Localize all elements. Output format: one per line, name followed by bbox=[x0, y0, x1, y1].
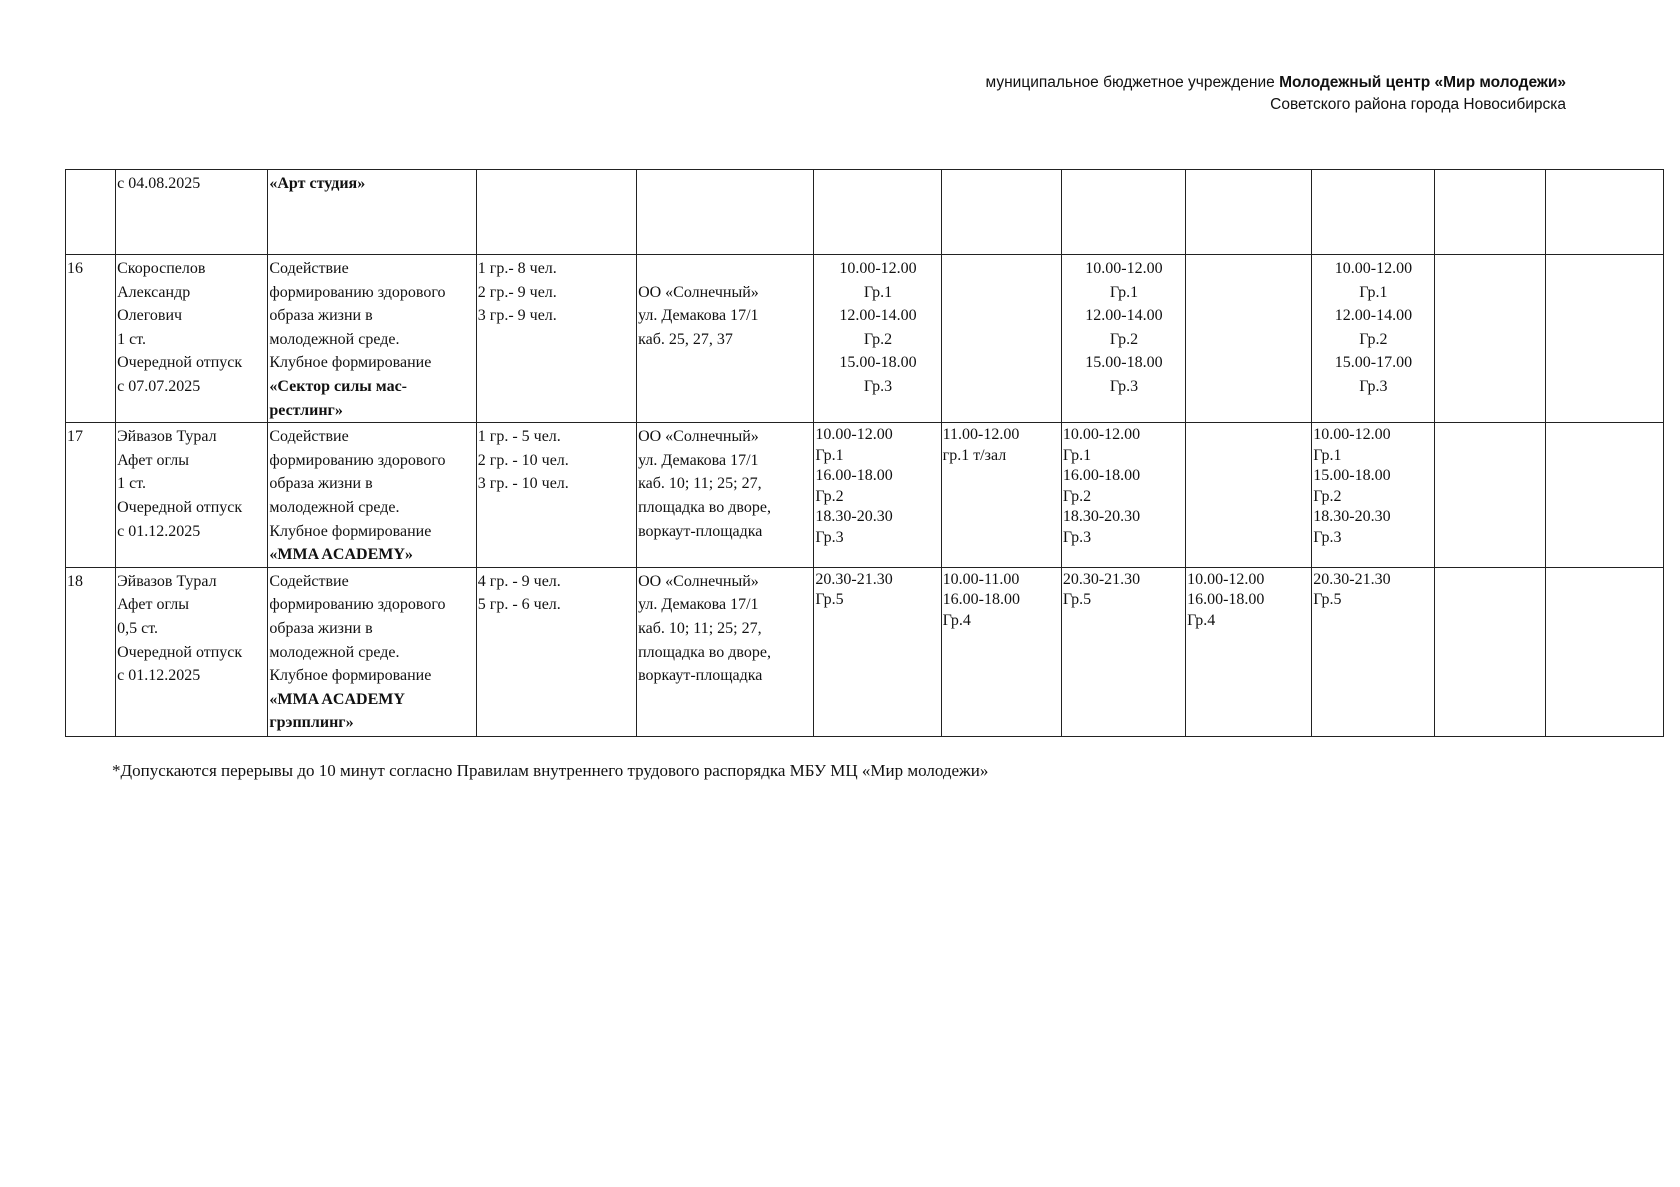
day-4-cell bbox=[1186, 170, 1312, 255]
cell-line: Афет оглы bbox=[117, 451, 189, 469]
cell-line: 2 гр. - 10 чел. bbox=[477, 451, 569, 469]
day-5-cell bbox=[1312, 567, 1434, 736]
schedule-times bbox=[1063, 568, 1185, 611]
cell-line: каб. 25, 27, 37 bbox=[638, 330, 733, 348]
cell-line: «MMA ACADEMY» bbox=[269, 546, 413, 564]
org-name: Молодежный центр «Мир молодежи» bbox=[1279, 74, 1566, 91]
org-prefix: муниципальное бюджетное учреждение bbox=[985, 74, 1280, 91]
day-1-cell bbox=[814, 255, 941, 423]
cell-line: Гр.3 bbox=[1062, 528, 1092, 546]
day-3-cell bbox=[1061, 170, 1185, 255]
cell-line: воркаут-площадка bbox=[638, 522, 763, 540]
cell-line: Скороспелов bbox=[117, 260, 206, 277]
cell-line: Эйвазов Турал bbox=[117, 428, 217, 446]
employee-info bbox=[117, 170, 267, 196]
cell-line: с 04.08.2025 bbox=[117, 175, 201, 192]
address-info bbox=[638, 423, 813, 543]
cell-line: Содействие bbox=[269, 572, 349, 590]
cell-line: 12.00-14.00 bbox=[1334, 307, 1413, 325]
groups-info bbox=[478, 423, 636, 496]
cell-line: «Сектор силы мас- bbox=[269, 377, 407, 395]
cell-line: 20.30-21.30 bbox=[1062, 570, 1141, 588]
schedule-times bbox=[1436, 170, 1545, 172]
cell-line: 10.00-12.00 bbox=[1334, 260, 1413, 277]
cell-line: площадка во дворе, bbox=[638, 643, 771, 661]
day-4-cell bbox=[1186, 567, 1312, 736]
cell-line: Содействие bbox=[269, 260, 349, 277]
cell-line: Содействие bbox=[269, 428, 349, 446]
cell-line: формированию здорового bbox=[269, 283, 446, 301]
cell-line: 5 гр. - 6 чел. bbox=[477, 596, 561, 614]
cell-line: Гр.2 bbox=[1359, 330, 1388, 348]
day-6-cell bbox=[1434, 255, 1545, 423]
groups-cell bbox=[476, 255, 636, 423]
schedule-times bbox=[1436, 423, 1545, 425]
day-7-cell bbox=[1545, 255, 1663, 423]
footer-note: *Допускаются перерывы до 10 минут согласно Правилам внутреннего трудового распорядка МБУ МЦ «Мир молодежи» bbox=[112, 761, 989, 780]
cell-line: 2 гр.- 9 чел. bbox=[477, 283, 557, 301]
day-2-cell bbox=[941, 255, 1061, 423]
cell-line: ОО «Солнечный» bbox=[638, 572, 759, 590]
cell-line: Клубное формирование bbox=[269, 522, 432, 540]
schedule-times bbox=[815, 568, 940, 611]
schedule-times bbox=[1436, 255, 1545, 257]
cell-line: 11.00-12.00 bbox=[942, 426, 1020, 444]
cell-line: 3 гр.- 9 чел. bbox=[477, 307, 557, 325]
cell-line: каб. 10; 11; 25; 27, bbox=[638, 619, 762, 637]
cell-line: 1 гр.- 8 чел. bbox=[477, 260, 557, 277]
cell-line: Афет оглы bbox=[117, 596, 189, 614]
cell-line: Гр.1 bbox=[1062, 446, 1092, 464]
cell-line: 15.00-17.00 bbox=[1334, 354, 1413, 372]
cell-line: с 01.12.2025 bbox=[117, 522, 201, 540]
program-info bbox=[269, 255, 475, 422]
schedule-times bbox=[1313, 170, 1433, 172]
groups-cell bbox=[476, 423, 636, 568]
day-7-cell bbox=[1545, 567, 1663, 736]
cell-line: Гр.3 bbox=[1359, 377, 1388, 395]
employee-info bbox=[117, 568, 267, 688]
program-info bbox=[269, 170, 475, 196]
address-cell bbox=[637, 423, 814, 568]
cell-line: 1 ст. bbox=[117, 330, 146, 348]
cell-line: формированию здорового bbox=[269, 451, 446, 469]
cell-line: 10.00-12.00 bbox=[839, 260, 917, 277]
cell-line: площадка во дворе, bbox=[638, 498, 771, 516]
cell-line: гр.1 т/зал bbox=[942, 446, 1007, 464]
program-cell bbox=[268, 170, 476, 255]
day-5-cell bbox=[1312, 255, 1434, 423]
cell-line: 20.30-21.30 bbox=[1313, 570, 1391, 588]
cell-line: 18.30-20.30 bbox=[1313, 508, 1391, 526]
cell-line: ул. Демакова 17/1 bbox=[638, 307, 759, 325]
employee-cell bbox=[116, 423, 268, 568]
day-6-cell bbox=[1434, 567, 1545, 736]
cell-line: 15.00-18.00 bbox=[839, 354, 917, 372]
schedule-times bbox=[1547, 423, 1663, 425]
cell-line: 15.00-18.00 bbox=[1313, 467, 1391, 485]
table-row bbox=[66, 255, 1664, 423]
cell-line: Гр.5 bbox=[1313, 591, 1342, 609]
cell-line: 10.00-12.00 bbox=[1187, 570, 1265, 588]
program-cell bbox=[268, 567, 476, 736]
cell-line: Гр.1 bbox=[815, 446, 844, 464]
schedule-times bbox=[1547, 255, 1663, 257]
schedule-times bbox=[1547, 170, 1663, 172]
address-info bbox=[638, 170, 813, 172]
schedule-times bbox=[1063, 255, 1185, 399]
schedule-times bbox=[1187, 423, 1311, 425]
cell-line: ул. Демакова 17/1 bbox=[638, 596, 759, 614]
day-1-cell bbox=[814, 423, 941, 568]
cell-line: Клубное формирование bbox=[269, 667, 432, 685]
cell-line: молодежной среде. bbox=[269, 643, 400, 661]
schedule-times bbox=[943, 423, 1061, 466]
address-cell bbox=[637, 567, 814, 736]
schedule-body bbox=[66, 170, 1664, 737]
cell-line: 10.00-12.00 bbox=[815, 426, 893, 444]
day-1-cell bbox=[814, 567, 941, 736]
cell-line: «Арт студия» bbox=[269, 175, 366, 192]
cell-line: 10.00-12.00 bbox=[1313, 426, 1391, 444]
groups-cell bbox=[476, 567, 636, 736]
day-7-cell bbox=[1545, 170, 1663, 255]
day-3-cell bbox=[1061, 567, 1185, 736]
cell-line: Александр bbox=[117, 283, 191, 301]
groups-cell bbox=[476, 170, 636, 255]
schedule-times bbox=[815, 423, 940, 548]
cell-line: молодежной среде. bbox=[269, 330, 400, 348]
schedule-times bbox=[1436, 568, 1545, 570]
cell-line: 18 bbox=[67, 572, 83, 590]
cell-line: Очередной отпуск bbox=[117, 498, 243, 516]
cell-line: Гр.4 bbox=[1187, 611, 1216, 629]
cell-line: воркаут-площадка bbox=[638, 667, 763, 685]
row-number bbox=[67, 423, 115, 449]
schedule-times bbox=[1547, 568, 1663, 570]
day-5-cell bbox=[1312, 423, 1434, 568]
cell-line: 1 гр. - 5 чел. bbox=[477, 428, 561, 446]
row-number-cell bbox=[66, 255, 116, 423]
schedule-times bbox=[943, 170, 1061, 172]
cell-line bbox=[638, 257, 813, 281]
letterhead-line-1 bbox=[986, 72, 1566, 94]
groups-info bbox=[478, 255, 636, 328]
cell-line: ул. Демакова 17/1 bbox=[638, 451, 759, 469]
letterhead bbox=[986, 72, 1566, 116]
day-2-cell bbox=[941, 423, 1061, 568]
schedule-times bbox=[1313, 568, 1433, 611]
cell-line: 15.00-18.00 bbox=[1085, 354, 1163, 372]
schedule-table bbox=[65, 169, 1664, 737]
employee-cell bbox=[116, 170, 268, 255]
day-3-cell bbox=[1061, 423, 1185, 568]
day-4-cell bbox=[1186, 423, 1312, 568]
groups-info bbox=[478, 568, 636, 617]
cell-line: 16 bbox=[67, 260, 83, 277]
cell-line: ОО «Солнечный» bbox=[638, 283, 759, 301]
cell-line: Гр.2 bbox=[1062, 487, 1092, 505]
table-row bbox=[66, 170, 1664, 255]
cell-line: образа жизни в bbox=[269, 619, 373, 637]
schedule-times bbox=[1063, 170, 1185, 172]
cell-line: Гр.4 bbox=[942, 611, 971, 629]
schedule-times bbox=[1187, 255, 1311, 257]
cell-line: молодежной среде. bbox=[269, 498, 400, 516]
cell-line: Гр.3 bbox=[1313, 528, 1342, 546]
cell-line: Гр.2 bbox=[1109, 330, 1139, 348]
schedule-times bbox=[1187, 568, 1311, 632]
table-row bbox=[66, 423, 1664, 568]
schedule-times bbox=[943, 568, 1061, 632]
cell-line: Гр.3 bbox=[1109, 377, 1139, 395]
letterhead-line-2: Советского района города Новосибирска bbox=[1270, 96, 1566, 113]
employee-cell bbox=[116, 567, 268, 736]
cell-line: 12.00-14.00 bbox=[839, 307, 917, 325]
employee-cell bbox=[116, 255, 268, 423]
cell-line: Клубное формирование bbox=[269, 354, 432, 372]
cell-line: Гр.2 bbox=[815, 487, 844, 505]
cell-line: формированию здорового bbox=[269, 596, 446, 614]
row-number bbox=[67, 255, 115, 281]
day-1-cell bbox=[814, 170, 941, 255]
cell-line: 16.00-18.00 bbox=[1187, 591, 1265, 609]
cell-line: Эйвазов Турал bbox=[117, 572, 217, 590]
cell-line: Олегович bbox=[117, 307, 183, 325]
schedule-times bbox=[1313, 423, 1433, 548]
cell-line: 17 bbox=[67, 428, 83, 446]
row-number-cell bbox=[66, 567, 116, 736]
day-6-cell bbox=[1434, 170, 1545, 255]
table-row bbox=[66, 567, 1664, 736]
cell-line: 4 гр. - 9 чел. bbox=[477, 572, 561, 590]
cell-line: 18.30-20.30 bbox=[815, 508, 893, 526]
cell-line: 16.00-18.00 bbox=[815, 467, 893, 485]
cell-line: 16.00-18.00 bbox=[1062, 467, 1141, 485]
cell-line: каб. 10; 11; 25; 27, bbox=[638, 475, 762, 493]
address-cell bbox=[637, 255, 814, 423]
employee-info bbox=[117, 423, 267, 543]
program-info bbox=[269, 423, 475, 567]
schedule-times bbox=[943, 255, 1061, 257]
schedule-times bbox=[1313, 255, 1433, 399]
cell-line: ОО «Солнечный» bbox=[638, 428, 759, 446]
cell-line: Гр.3 bbox=[815, 528, 844, 546]
cell-line: образа жизни в bbox=[269, 475, 373, 493]
cell-line: Гр.2 bbox=[1313, 487, 1342, 505]
address-info bbox=[638, 255, 813, 351]
cell-line: Гр.2 bbox=[863, 330, 893, 348]
program-info bbox=[269, 568, 475, 735]
cell-line: Гр.3 bbox=[863, 377, 893, 395]
cell-line: Гр.5 bbox=[815, 591, 844, 609]
cell-line: грэпплинг» bbox=[269, 714, 354, 732]
address-cell bbox=[637, 170, 814, 255]
schedule-times bbox=[815, 255, 940, 399]
cell-line: 10.00-12.00 bbox=[1062, 426, 1141, 444]
cell-line: образа жизни в bbox=[269, 307, 373, 325]
cell-line: с 01.12.2025 bbox=[117, 667, 201, 685]
cell-line: Гр.5 bbox=[1062, 591, 1092, 609]
schedule-times bbox=[1187, 170, 1311, 172]
day-2-cell bbox=[941, 170, 1061, 255]
cell-line: 0,5 ст. bbox=[117, 619, 158, 637]
program-cell bbox=[268, 255, 476, 423]
row-number bbox=[67, 170, 115, 172]
cell-line: 20.30-21.30 bbox=[815, 570, 893, 588]
cell-line: Гр.1 bbox=[1109, 283, 1139, 301]
cell-line: «MMA ACADEMY bbox=[269, 690, 405, 708]
cell-line: 10.00-12.00 bbox=[1085, 260, 1163, 277]
cell-line: Очередной отпуск bbox=[117, 643, 243, 661]
schedule-times bbox=[1063, 423, 1185, 548]
cell-line: Гр.1 bbox=[863, 283, 893, 301]
cell-line: 12.00-14.00 bbox=[1085, 307, 1163, 325]
cell-line: с 07.07.2025 bbox=[117, 377, 201, 395]
day-4-cell bbox=[1186, 255, 1312, 423]
cell-line: 3 гр. - 10 чел. bbox=[477, 475, 569, 493]
schedule-times bbox=[815, 170, 940, 172]
day-6-cell bbox=[1434, 423, 1545, 568]
row-number-cell bbox=[66, 170, 116, 255]
address-info bbox=[638, 568, 813, 688]
program-cell bbox=[268, 423, 476, 568]
cell-line: Очередной отпуск bbox=[117, 354, 243, 372]
day-2-cell bbox=[941, 567, 1061, 736]
cell-line: рестлинг» bbox=[269, 401, 343, 419]
day-3-cell bbox=[1061, 255, 1185, 423]
day-7-cell bbox=[1545, 423, 1663, 568]
cell-line: 16.00-18.00 bbox=[942, 591, 1020, 609]
day-5-cell bbox=[1312, 170, 1434, 255]
cell-line: 18.30-20.30 bbox=[1062, 508, 1141, 526]
row-number bbox=[67, 568, 115, 594]
row-number-cell bbox=[66, 423, 116, 568]
cell-line: Гр.1 bbox=[1313, 446, 1342, 464]
cell-line: 10.00-11.00 bbox=[942, 570, 1020, 588]
employee-info bbox=[117, 255, 267, 399]
cell-line: Гр.1 bbox=[1359, 283, 1388, 301]
cell-line: 1 ст. bbox=[117, 475, 146, 493]
groups-info bbox=[478, 170, 636, 172]
